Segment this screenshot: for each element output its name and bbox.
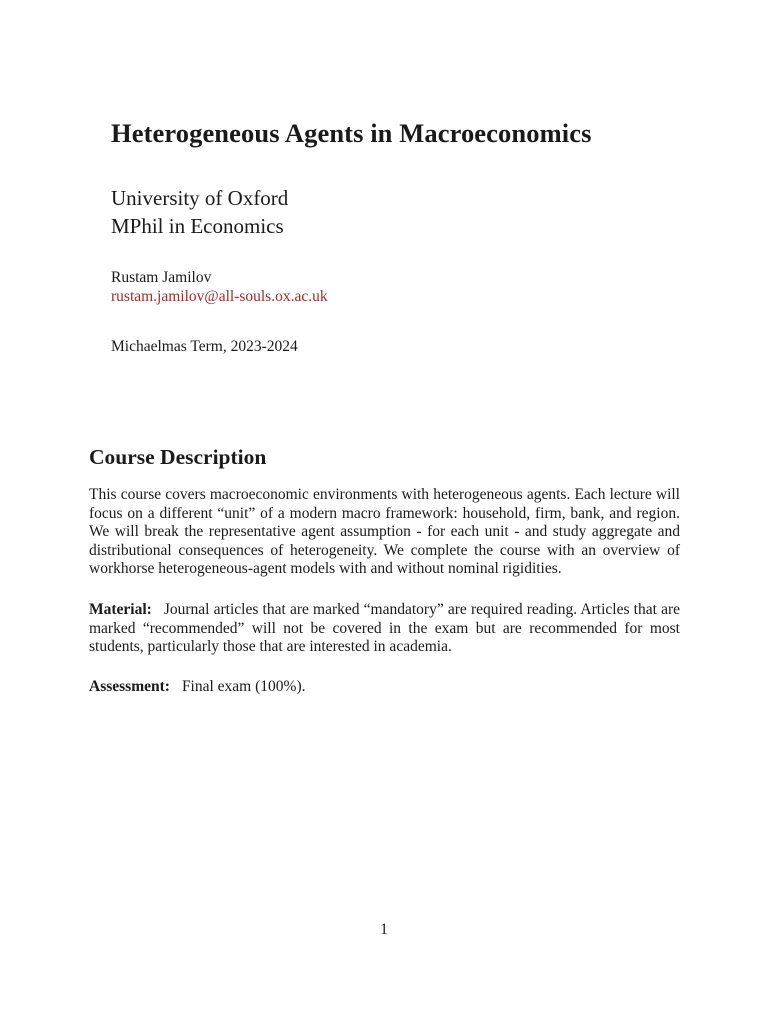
assessment-paragraph <box>89 678 680 697</box>
material-text: Journal articles that are marked “mandatory” are required reading. Articles that are marked “recommended” will not be covered in the exam but are recommended for most students, particularly those that are interested in academia. <box>89 601 680 656</box>
course-description-paragraph: This course covers macroeconomic environments with heterogeneous agents. Each lecture will focus on a different “unit” of a modern macro framework: household, firm, bank, and region. We will break the representative agent assumption - for each unit - and study aggregate and distributional consequences of heterogeneity. We complete the course with an overview of workhorse heterogeneous-agent models with and without nominal rigidities. <box>89 486 680 578</box>
author-email-link[interactable]: rustam.jamilov@all-souls.ox.ac.uk <box>111 288 328 305</box>
material-label: Material: <box>89 601 152 618</box>
university-name: University of Oxford <box>111 186 289 210</box>
assessment-label: Assessment: <box>89 678 170 695</box>
material-paragraph <box>89 601 680 657</box>
section-heading-course-description: Course Description <box>89 445 267 469</box>
term-date: Michaelmas Term, 2023-2024 <box>111 338 298 355</box>
author-name: Rustam Jamilov <box>111 269 212 286</box>
assessment-text: Final exam (100%). <box>181 678 306 695</box>
document-title: Heterogeneous Agents in Macroeconomics <box>111 118 592 148</box>
program-name: MPhil in Economics <box>111 214 284 238</box>
page-number: 1 <box>380 921 388 938</box>
